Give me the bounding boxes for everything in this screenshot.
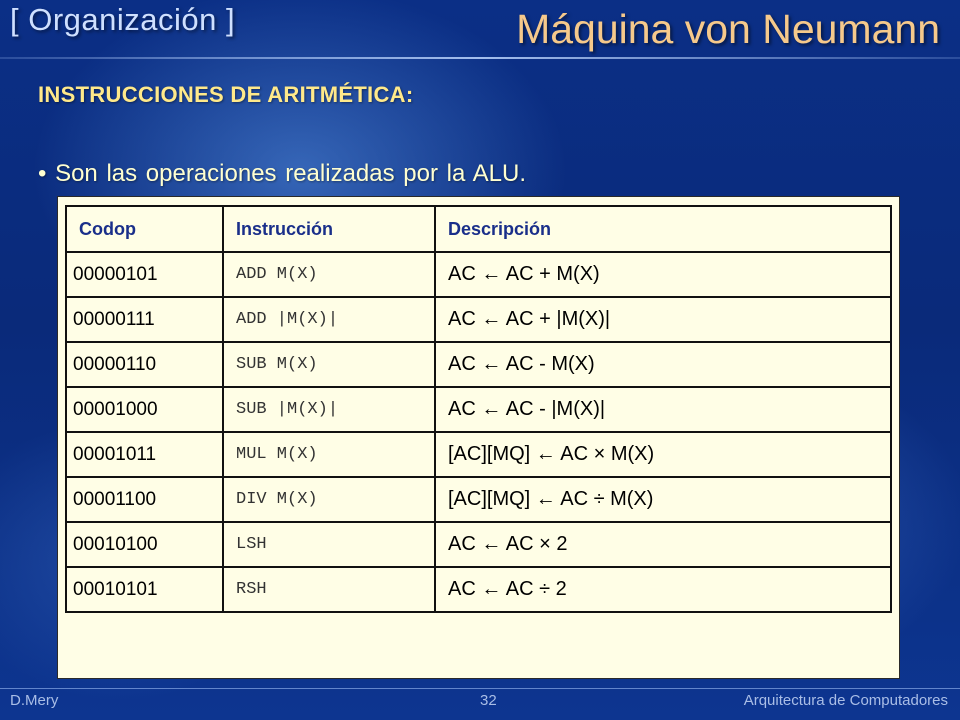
description-cell: [AC][MQ] ← AC ÷ M(X) bbox=[435, 477, 891, 522]
table-panel bbox=[57, 196, 900, 679]
codop-cell: 00001000 bbox=[66, 387, 223, 432]
codop-cell: 00000101 bbox=[66, 252, 223, 297]
description-cell: [AC][MQ] ← AC × M(X) bbox=[435, 432, 891, 477]
footer-divider bbox=[0, 688, 960, 689]
instruction-cell: DIV M(X) bbox=[223, 477, 435, 522]
description-cell: AC ← AC + |M(X)| bbox=[435, 297, 891, 342]
description-cell: AC ← AC - |M(X)| bbox=[435, 387, 891, 432]
table-row bbox=[66, 342, 891, 387]
table-row bbox=[66, 297, 891, 342]
subheading: INSTRUCCIONES DE ARITMÉTICA: bbox=[38, 82, 414, 107]
description-cell: AC ← AC ÷ 2 bbox=[435, 567, 891, 612]
table-row bbox=[66, 387, 891, 432]
table-row bbox=[66, 522, 891, 567]
column-header-instruction: Instrucción bbox=[223, 206, 435, 252]
instruction-cell: SUB |M(X)| bbox=[223, 387, 435, 432]
codop-cell: 00000110 bbox=[66, 342, 223, 387]
table-row bbox=[66, 567, 891, 612]
description-cell: AC ← AC + M(X) bbox=[435, 252, 891, 297]
codop-cell: 00000111 bbox=[66, 297, 223, 342]
instruction-cell: LSH bbox=[223, 522, 435, 567]
codop-cell: 00001100 bbox=[66, 477, 223, 522]
section-tag: [ Organización ] bbox=[10, 2, 236, 37]
codop-cell: 00010101 bbox=[66, 567, 223, 612]
instruction-cell: ADD |M(X)| bbox=[223, 297, 435, 342]
description-cell: AC ← AC × 2 bbox=[435, 522, 891, 567]
table-row bbox=[66, 477, 891, 522]
instruction-cell: MUL M(X) bbox=[223, 432, 435, 477]
table-row bbox=[66, 432, 891, 477]
column-header-description: Descripción bbox=[435, 206, 891, 252]
description-cell: AC ← AC - M(X) bbox=[435, 342, 891, 387]
codop-cell: 00010100 bbox=[66, 522, 223, 567]
footer-course: Arquitectura de Computadores bbox=[743, 692, 948, 709]
footer-page-number: 32 bbox=[480, 692, 497, 709]
instruction-table bbox=[65, 205, 892, 613]
column-header-codop: Codop bbox=[66, 206, 223, 252]
header-divider bbox=[0, 57, 960, 59]
bullet-text: • Son las operaciones realizadas por la ALU. bbox=[38, 160, 527, 187]
table-header-row bbox=[66, 206, 891, 252]
slide-title: Máquina von Neumann bbox=[516, 6, 940, 52]
instruction-cell: ADD M(X) bbox=[223, 252, 435, 297]
instruction-cell: SUB M(X) bbox=[223, 342, 435, 387]
table-row bbox=[66, 252, 891, 297]
footer-author: D.Mery bbox=[10, 692, 59, 709]
codop-cell: 00001011 bbox=[66, 432, 223, 477]
instruction-cell: RSH bbox=[223, 567, 435, 612]
